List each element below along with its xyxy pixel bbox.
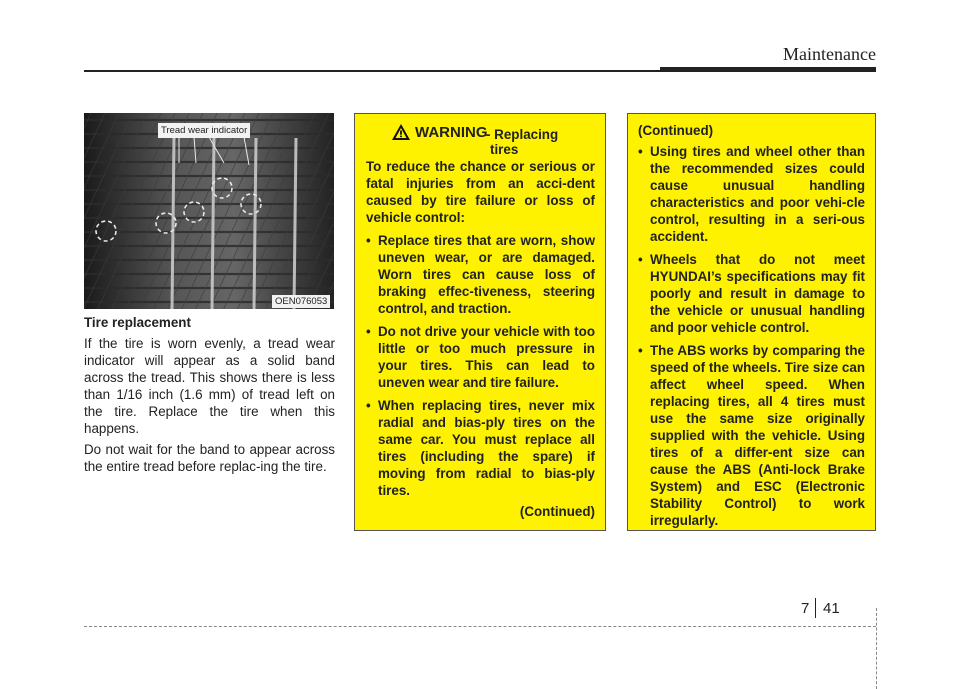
paragraph: If the tire is worn evenly, a tread wear indicator will appear as a solid band across the tread. This shows there is less than 1/16 inch (1.6 mm) of tread left on the tire. Replace the tire when this happens. (84, 336, 335, 436)
warning-intro: To reduce the chance or serious or fatal injuries from an acci-dent caused by tire failure or loss of vehicle control: (366, 159, 595, 225)
warning-header (366, 124, 595, 156)
continued-bullet-list (638, 143, 865, 529)
page-number: 41 (823, 600, 840, 617)
bullet-icon: • (638, 144, 643, 159)
paragraph: Do not wait for the band to appear across the entire tread before replac-ing the tire. (84, 442, 335, 474)
footer-vertical-rule (876, 608, 877, 689)
list-item (366, 232, 595, 317)
bullet-icon: • (366, 398, 371, 413)
header-rule-accent (660, 67, 876, 72)
list-item (638, 143, 865, 245)
bullet-icon: • (366, 233, 371, 248)
list-item (366, 397, 595, 499)
list-item-text: Wheels that do not meet HYUNDAI’s specifications may fit poorly and result in damage to the vehicle or unusual handling and poor vehicle control. (650, 252, 865, 335)
footer-rule (84, 626, 876, 627)
figure-code: OEN076053 (272, 295, 330, 308)
warning-bullet-list (366, 232, 595, 499)
continued-heading: (Continued) (638, 123, 714, 138)
continued-note: (Continued) (519, 504, 595, 519)
list-item-text: Replace tires that are worn, show uneven wear, or are damaged. Worn tires can cause loss of braking effec-tiveness, steering control, and traction. (378, 233, 595, 316)
header-rule (84, 70, 660, 72)
continued-warning-box (627, 113, 876, 531)
page-number-divider (815, 598, 816, 618)
section-title: Tire replacement (84, 315, 191, 330)
tread-wear-indicator-callout: Tread wear indicator (158, 123, 250, 138)
warning-topic-line2: tires (490, 142, 519, 157)
bullet-icon: • (638, 343, 643, 358)
warning-box (354, 113, 606, 531)
warning-word: WARNING (415, 124, 488, 141)
warning-topic: - Replacing (486, 127, 559, 142)
warning-triangle-icon (392, 124, 410, 144)
bullet-icon: • (366, 324, 371, 339)
list-item (638, 251, 865, 336)
list-item-text: When replacing tires, never mix radial and bias-ply tires on the same car. You must replace all tires (including the spare) if moving from radial to bias-ply tires. (378, 398, 595, 498)
bullet-icon: • (638, 252, 643, 267)
chapter-number: 7 (801, 600, 810, 617)
tire-replacement-section (84, 314, 335, 479)
header-title: Maintenance (783, 44, 876, 64)
list-item-text: The ABS works by comparing the speed of the wheels. Tire size can affect wheel speed. When replacing tires, all 4 tires must use the same size originally supplied with the vehicle. Using tires of a differ-ent size can cause the ABS (Anti-lock Brake System) and ESC (Electronic Stability Control) to work irregularly. (650, 343, 865, 528)
list-item (366, 323, 595, 391)
tire-tread-photo (84, 113, 334, 309)
list-item-text: Using tires and wheel other than the recommended sizes could cause unusual handling characteristics and poor vehi-cle control, resulting in a seri-ous accident. (650, 144, 865, 244)
list-item-text: Do not drive your vehicle with too little or too much pressure in your tires. This can lead to uneven wear and tire failure. (378, 324, 595, 390)
list-item (638, 342, 865, 529)
